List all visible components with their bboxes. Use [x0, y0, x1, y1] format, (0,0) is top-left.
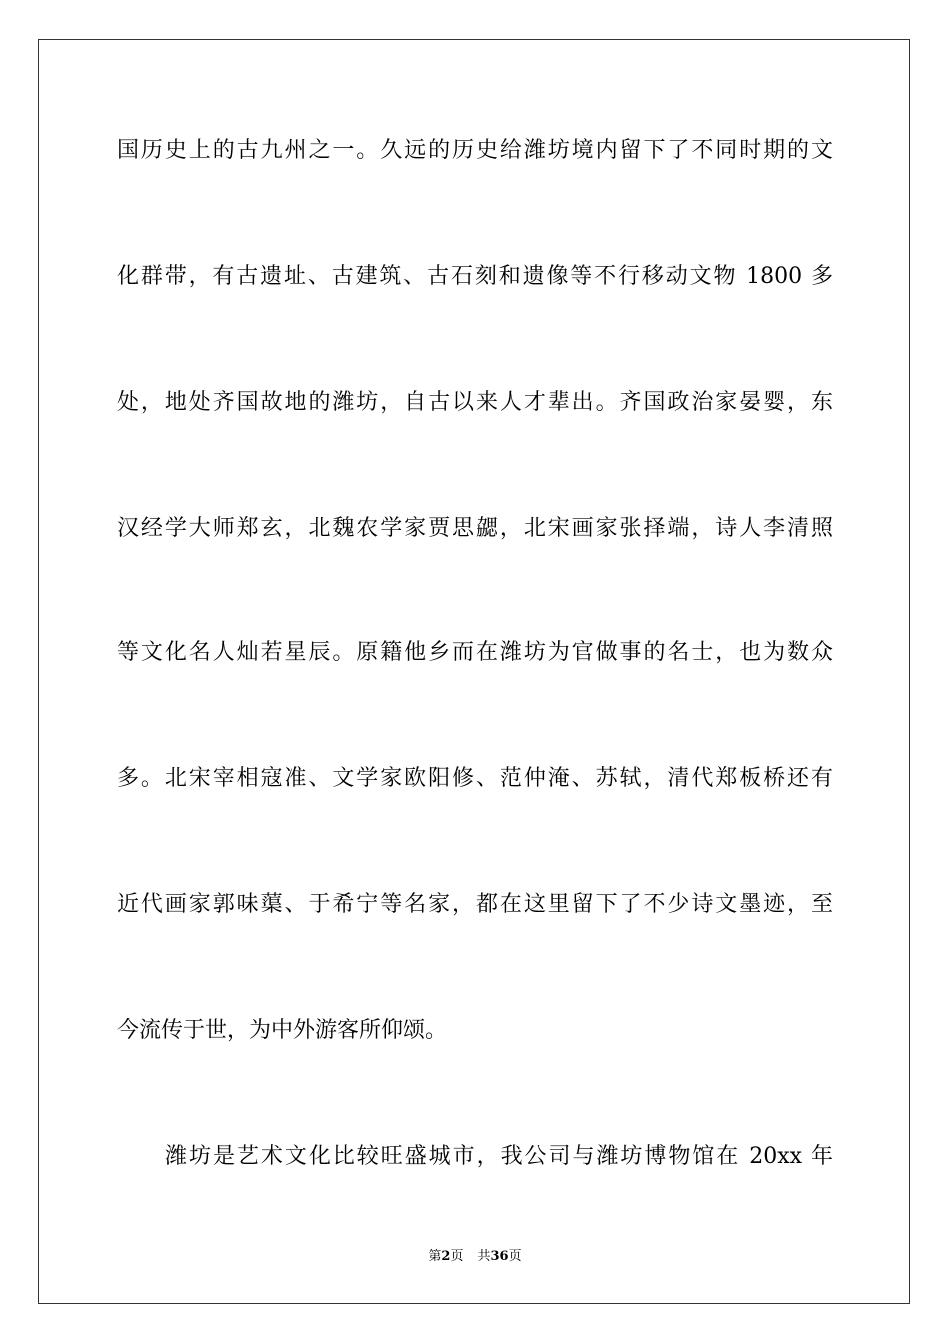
page-footer	[0, 1248, 950, 1266]
total-suffix: 页	[508, 1249, 522, 1264]
page-suffix: 页	[450, 1249, 464, 1264]
text-line: 近代画家郭味蕖、于希宁等名家，都在这里留下了不少诗文墨迹，至	[117, 892, 833, 917]
page-number: 2	[441, 1249, 451, 1264]
text-line: 国历史上的古九州之一。久远的历史给潍坊境内留下了不同时期的文	[117, 138, 833, 163]
text-line: 等文化名人灿若星辰。原籍他乡而在潍坊为官做事的名士，也为数众	[117, 640, 833, 665]
total-pages: 36	[490, 1249, 509, 1264]
page-prefix: 第	[428, 1249, 442, 1264]
text-line: 多。北宋宰相寇准、文学家欧阳修、范仲淹、苏轼，清代郑板桥还有	[117, 766, 833, 791]
total-prefix: 共	[477, 1249, 491, 1264]
text-line: 今流传于世，为中外游客所仰颂。	[117, 1018, 448, 1043]
text-line: 化群带，有古遗址、古建筑、古石刻和遗像等不行移动文物 1800 多	[117, 264, 833, 289]
text-line: 处，地处齐国故地的潍坊，自古以来人才辈出。齐国政治家晏婴，东	[117, 390, 833, 415]
text-line: 汉经学大师郑玄，北魏农学家贾思勰，北宋画家张择端，诗人李清照	[117, 516, 833, 541]
paragraph-first-line: 潍坊是艺术文化比较旺盛城市，我公司与潍坊博物馆在 20xx 年	[165, 1144, 833, 1169]
